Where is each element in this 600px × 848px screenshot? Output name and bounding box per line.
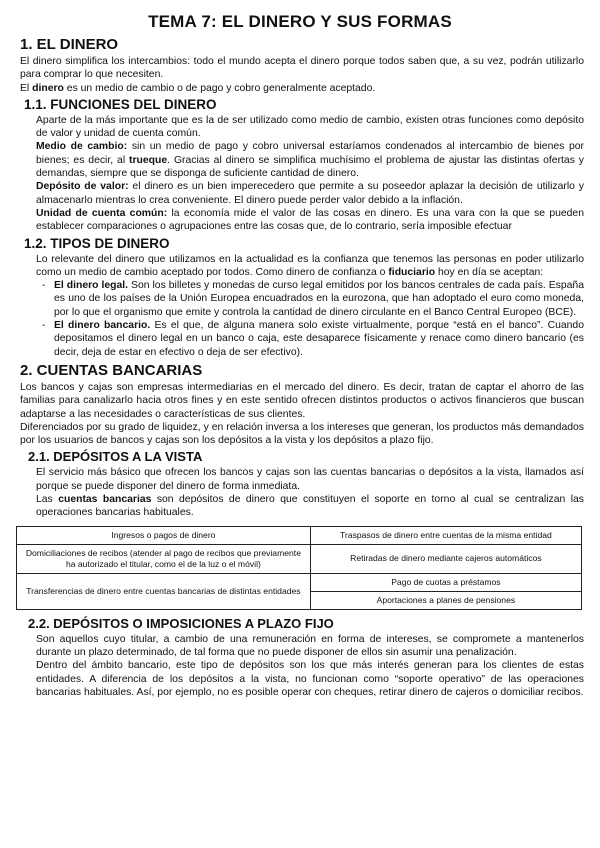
table-cell: Domiciliaciones de recibos (atender al pago de recibos que previamente ha autorizado el titular, como el de la luz o el móvil) bbox=[17, 544, 311, 573]
table-cell: Aportaciones a planes de pensiones bbox=[310, 591, 581, 609]
table-cell: Transferencias de dinero entre cuentas bancarias de distintas entidades bbox=[17, 573, 311, 609]
paragraph: Depósito de valor: el dinero es un bien imperecedero que permite a su poseedor aplazar la decisión de utilizarlo y almacenarlo mientras lo crea conveniente. El dinero puede perder valor debido a la inflación. bbox=[36, 181, 584, 206]
table-row bbox=[17, 526, 582, 544]
section-body-vista bbox=[16, 466, 584, 519]
table-cell: Pago de cuotas a préstamos bbox=[310, 573, 581, 591]
money-types-list bbox=[16, 279, 584, 359]
section-heading-vista: 2.1. DEPÓSITOS A LA VISTA bbox=[28, 449, 203, 465]
section-heading-plazo-fijo: 2.2. DEPÓSITOS O IMPOSICIONES A PLAZO FIJO bbox=[28, 615, 334, 631]
table-cell: Ingresos o pagos de dinero bbox=[17, 526, 311, 544]
paragraph: El servicio más básico que ofrecen los bancos y cajas son las cuentas bancarias o depósitos a la vista, llamados así porque se puede disponer del dinero de forma inmediata. bbox=[36, 467, 584, 492]
section-body-el-dinero bbox=[16, 55, 584, 95]
section-body-cuentas bbox=[16, 381, 584, 447]
page-title: TEMA 7: EL DINERO Y SUS FORMAS bbox=[148, 12, 452, 31]
list-item: - El dinero bancario. Es el que, de alguna manera solo existe virtualmente, porque “está en el banco”. Cuando depositamos el dinero legal en un banco o caja, este desaparece físicamente y renace como dinero bancario (es decir, deja de estar en efectivo o deja de ser efectivo). bbox=[42, 320, 584, 358]
table-row bbox=[17, 573, 582, 591]
paragraph: Medio de cambio: sin un medio de pago y cobro universal estaríamos condenados al intercambio de bienes por bienes; es decir, al trueque. Gracias al dinero se simplifica muchísimo el problema de ajustar las distintas ofertas y demandas, siempre que se disponga de suficiente cantidad de dinero. bbox=[36, 141, 584, 180]
section-body-tipos bbox=[16, 253, 584, 280]
paragraph: Los bancos y cajas son empresas intermediarias en el mercado del dinero. Es decir, tratan de captar el ahorro de las familias para canalizarlo hacia otros fines y en este sentido ofrecen distintos productos o activos financieros que buscan adaptarse a las necesidades o características de sus clientes. bbox=[20, 381, 584, 420]
table-row bbox=[17, 544, 582, 573]
paragraph: Las cuentas bancarias son depósitos de dinero que constituyen el soporte en torno al cual se centralizan las operaciones bancarias habituales. bbox=[36, 494, 584, 519]
paragraph: Lo relevante del dinero que utilizamos en la actualidad es la confianza que tenemos las personas en poder utilizarlo como un medio de cambio aceptado por todos. Como dinero de confianza o fiduciario hoy en día se aceptan: bbox=[36, 253, 584, 278]
paragraph: El dinero es un medio de cambio o de pago y cobro generalmente aceptado. bbox=[20, 82, 376, 94]
section-heading-tipos: 1.2. TIPOS DE DINERO bbox=[24, 235, 170, 251]
operations-table bbox=[16, 526, 582, 610]
section-body-plazo-fijo bbox=[16, 633, 584, 699]
dash-bullet: - bbox=[42, 280, 46, 292]
list-item: - El dinero legal. Son los billetes y monedas de curso legal emitidos por los bancos centrales de cada país. España es uno de los países de la Unión Europea encuadrados en la eurozona, que han adoptado el euro como moneda, por lo que el organismo que emite y controla la cantidad de dinero circulante en el Banco Central Europeo (BCE). bbox=[42, 280, 584, 318]
dash-bullet: - bbox=[42, 320, 46, 332]
paragraph: Aparte de la más importante que es la de ser utilizado como medio de cambio, existen otras funciones como depósito de valor y unidad de cuenta común. bbox=[36, 114, 584, 140]
section-heading-el-dinero: 1. EL DINERO bbox=[20, 36, 119, 53]
section-heading-cuentas: 2. CUENTAS BANCARIAS bbox=[20, 361, 203, 379]
table-cell: Traspasos de dinero entre cuentas de la misma entidad bbox=[310, 526, 581, 544]
paragraph: Dentro del ámbito bancario, este tipo de depósitos son los que más interés generan para los clientes de estas entidades. A diferencia de los depósitos a la vista, no funcionan como “soporte operativo” de las operaciones bancarias habituales. Así, por ejemplo, no es posible operar con cheques, retirar dinero de cajeros o domiciliar recibos. bbox=[36, 660, 584, 698]
section-heading-funciones: 1.1. FUNCIONES DEL DINERO bbox=[24, 96, 217, 112]
table-cell: Retiradas de dinero mediante cajeros automáticos bbox=[310, 544, 581, 573]
paragraph: Unidad de cuenta común: la economía mide el valor de las cosas en dinero. Es una vara con la que se pueden establecer comparaciones o agrupaciones entre las cosas que, de lo contrario, sería imposible efectuar bbox=[36, 207, 584, 233]
section-body-funciones bbox=[16, 114, 584, 234]
paragraph: Diferenciados por su grado de liquidez, y en relación inversa a los intereses que generan, los productos más demandados por los usuarios de bancos y cajas son los depósitos a la vista y los depósitos a plazo fijo. bbox=[20, 421, 584, 447]
paragraph: Son aquellos cuyo titular, a cambio de una remuneración en forma de intereses, se compromete a mantenerlos durante un plazo determinado, de tal forma que no puede disponer de ellos sin asumir una penalización. bbox=[36, 633, 584, 658]
paragraph: El dinero simplifica los intercambios: todo el mundo acepta el dinero porque todos saben que, a su vez, podrán utilizarlo para comprar lo que necesiten. bbox=[20, 56, 584, 81]
